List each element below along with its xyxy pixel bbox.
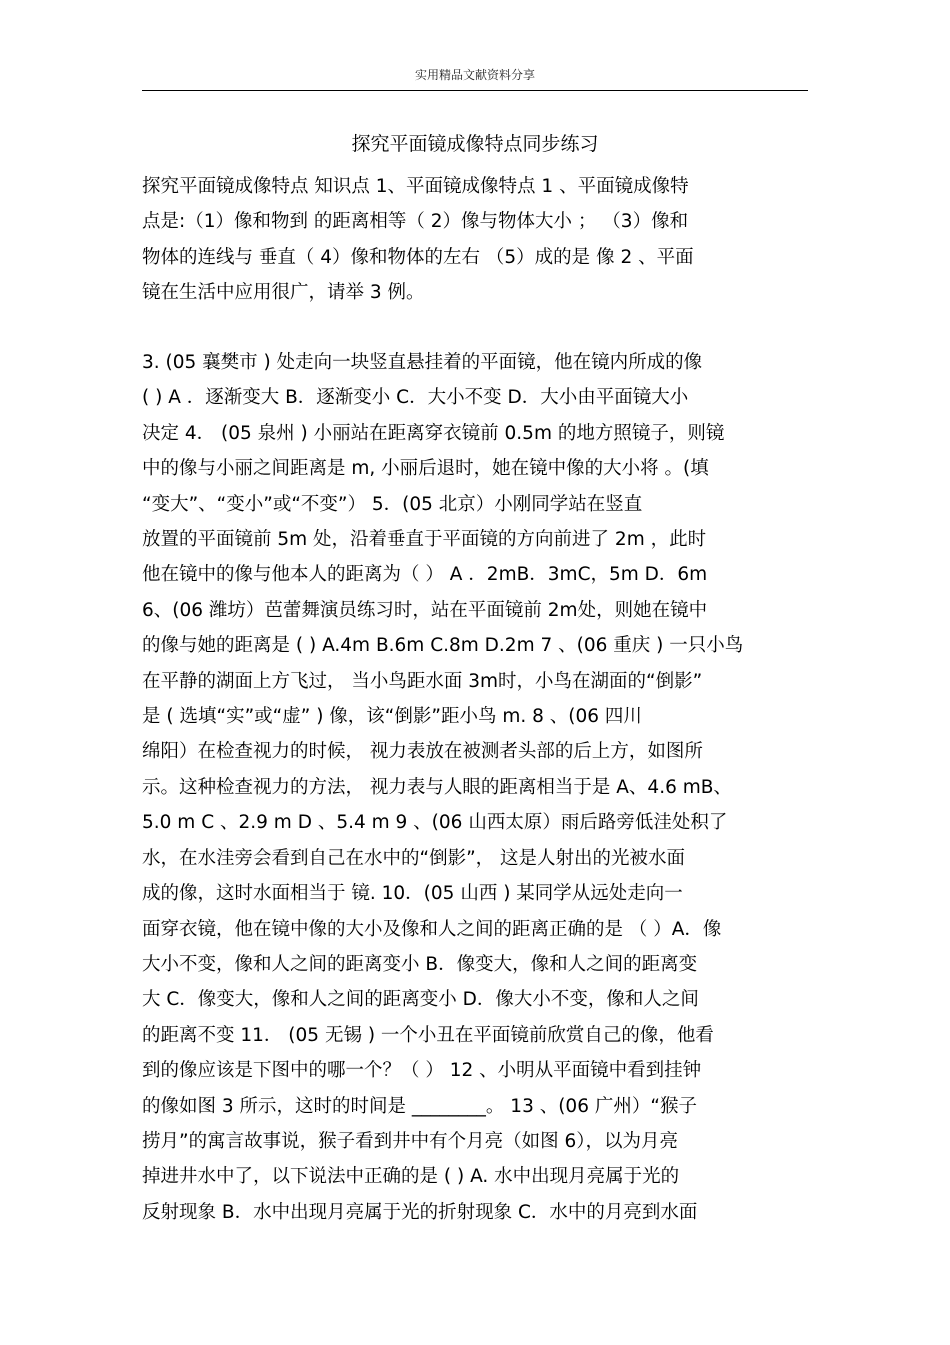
text-line: “变大”、“变小”或“不变”） 5．(05 北京）小刚同学站在竖直 [142, 493, 643, 515]
text-line: 到的像应该是下图中的哪一个？（ ） 12 、小明从平面镜中看到挂钟 [142, 1060, 702, 1082]
text-line: 示。这种检查视力的方法， 视力表与人眼的距离相当于是 A、4.6 mB、 [142, 776, 732, 798]
document-title: 探究平面镜成像特点同步练习 [351, 133, 599, 155]
text-line: 大小不变，像和人之间的距离变小 B．像变大，像和人之间的距离变 [142, 953, 698, 975]
text-line: 绵阳）在检查视力的时候， 视力表放在被测者头部的后上方，如图所 [142, 741, 703, 763]
text-line: 探究平面镜成像特点 知识点 1、平面镜成像特点 1 、平面镜成像特 [142, 176, 689, 197]
text-line: 在平静的湖面上方飞过， 当小鸟距水面 3m时，小鸟在湖面的“倒影” [142, 670, 703, 692]
text-line: 是 ( 选填“实”或“虚” ) 像，该“倒影”距小鸟 m. 8 、(06 四川 [142, 706, 642, 728]
text-line: 大 C．像变大，像和人之间的距离变小 D．像大小不变，像和人之间 [142, 989, 699, 1011]
text-line: 点是:（1）像和物到 的距离相等（ 2）像与物体大小 ； （3）像和 [142, 211, 689, 233]
text-line: 决定 4． (05 泉州 ) 小丽站在距离穿衣镜前 0.5m 的地方照镜子，则镜 [142, 422, 725, 444]
text-line: 他在镜中的像与他本人的距离为（ ） A ．2mB．3mC，5m D．6m [142, 564, 708, 586]
text-line: 中的像与小丽之间距离是 m, 小丽后退时，她在镜中像的大小将 。(填 [142, 458, 709, 480]
text-line: 捞月”的寓言故事说，猴子看到井中有个月亮（如图 6），以为月亮 [142, 1130, 678, 1152]
text-line: 面穿衣镜，他在镜中像的大小及像和人之间的距离正确的是 （ ）A．像 [142, 918, 722, 940]
text-line: ( ) A ．逐渐变大 B．逐渐变小 C．大小不变 D．大小由平面镜大小 [142, 387, 689, 409]
intro-paragraph [142, 169, 822, 311]
text-line: 反射现象 B．水中出现月亮属于光的折射现象 C．水中的月亮到水面 [142, 1201, 698, 1223]
text-line: 5.0 m C 、2.9 m D 、5.4 m 9 、(06 山西太原）雨后路旁低洼处积了 [142, 812, 728, 834]
text-line: 镜在生活中应用很广，请举 3 例。 [142, 282, 425, 304]
page-header: 实用精品文献资料分享 [414, 68, 535, 82]
text-line: 成的像，这时水面相当于 镜. 10．(05 山西 ) 某同学从远处走向一 [142, 883, 683, 905]
text-line: 掉进井水中了，以下说法中正确的是 ( ) A. 水中出现月亮属于光的 [142, 1166, 680, 1188]
text-line: 放置的平面镜前 5m 处，沿着垂直于平面镜的方向前进了 2m ，此时 [142, 529, 707, 551]
text-line: 的距离不变 11． (05 无锡 ) 一个小丑在平面镜前欣赏自己的像，他看 [142, 1024, 714, 1046]
exercise-paragraph [142, 345, 822, 1230]
text-line: 物体的连线与 垂直（ 4）像和物体的左右 （5）成的是 像 2 、平面 [142, 246, 694, 268]
header-divider [142, 90, 808, 91]
text-line: 的像如图 3 所示，这时的时间是 ________。 13 、(06 广州）“猴子 [142, 1095, 697, 1117]
text-line: 的像与她的距离是 ( ) A.4m B.6m C.8m D.2m 7 、(06 重庆 ) 一只小鸟 [142, 635, 744, 657]
text-line: 水，在水洼旁会看到自己在水中的“倒影”， 这是人射出的光被水面 [142, 847, 686, 869]
text-line: 6、(06 潍坊）芭蕾舞演员练习时，站在平面镜前 2m处，则她在镜中 [142, 599, 708, 621]
text-line: 3. (05 襄樊市 ) 处走向一块竖直悬挂着的平面镜，他在镜内所成的像 [142, 352, 703, 373]
